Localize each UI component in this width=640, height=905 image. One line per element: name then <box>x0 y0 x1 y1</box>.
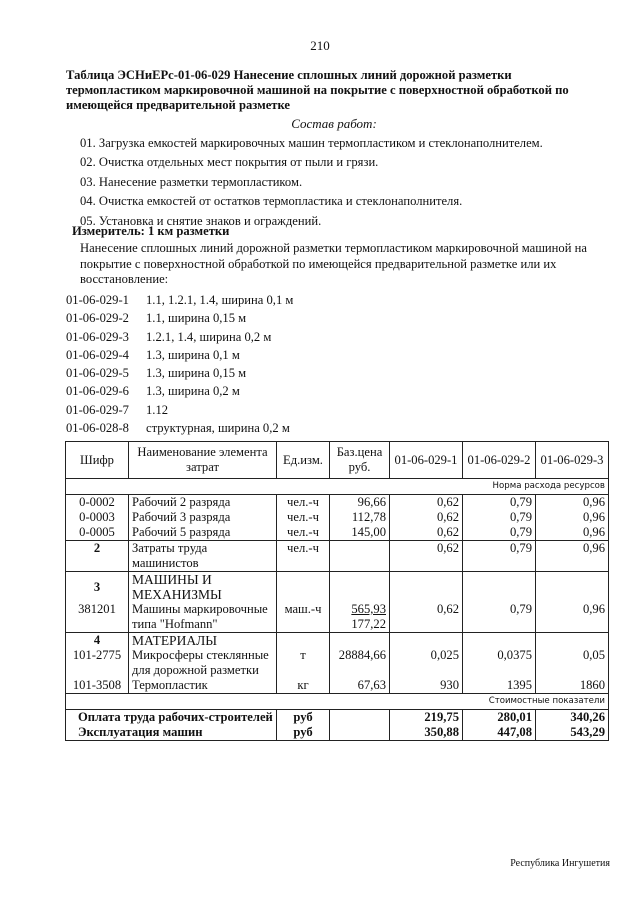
cell-code: 0-0003 <box>66 510 129 525</box>
cell-price: 96,66 <box>330 495 390 511</box>
table-row-pay <box>66 710 609 726</box>
header-unit: Ед.изм. <box>277 442 330 479</box>
code-desc: 1.1, 1.2.1, 1.4, ширина 0,1 м <box>146 293 294 307</box>
cell-unit: чел.-ч <box>277 495 330 511</box>
section-materials <box>66 633 609 649</box>
cell-v1: 930 <box>390 678 463 694</box>
cell-unit: чел.-ч <box>277 525 330 541</box>
cell-unit: чел.-ч <box>277 510 330 525</box>
code-item <box>66 364 293 382</box>
code-item <box>66 328 293 346</box>
cell-v2: 0,79 <box>463 602 536 633</box>
cell-price <box>330 602 390 633</box>
code-id: 01-06-029-6 <box>66 384 129 399</box>
work-item: 05. Установка и снятие знаков и ограждений. <box>80 213 322 228</box>
cell-code: 0-0002 <box>66 495 129 511</box>
section-machines <box>66 572 609 603</box>
cell-unit: т <box>277 648 330 678</box>
code-desc: структурная, ширина 0,2 м <box>146 421 290 436</box>
cell-v3: 340,26 <box>536 710 609 726</box>
code-id: 01-06-029-2 <box>66 311 129 326</box>
work-item: 03. Нанесение разметки термопластиком. <box>80 174 303 189</box>
cell-name: Термопластик <box>129 678 277 694</box>
cell-v3: 1860 <box>536 678 609 694</box>
cell-v2: 0,79 <box>463 510 536 525</box>
cell-v1: 0,62 <box>390 525 463 541</box>
cell-price: 145,00 <box>330 525 390 541</box>
price-bottom: 177,22 <box>351 617 386 631</box>
cell-v3: 543,29 <box>536 725 609 741</box>
work-composition-heading: Состав работ: <box>291 116 377 131</box>
code-id: 01-06-029-3 <box>66 329 129 344</box>
code-id: 01-06-029-1 <box>66 293 129 307</box>
cell-v2: 447,08 <box>463 725 536 741</box>
cell-price: 112,78 <box>330 510 390 525</box>
measure-label: Измеритель: 1 км разметки <box>72 224 230 238</box>
code-item <box>66 401 293 419</box>
cell-v2: 0,79 <box>463 541 536 572</box>
table-row-machine <box>66 602 609 633</box>
cell-price: 67,63 <box>330 678 390 694</box>
cell-v1: 350,88 <box>390 725 463 741</box>
band-costs-label: Стоимостные показатели <box>66 694 609 710</box>
code-id: 01-06-029-4 <box>66 347 129 362</box>
cell-code: 2 <box>66 541 129 572</box>
cell-code: 0-0005 <box>66 525 129 541</box>
header-col2: 01-06-029-2 <box>463 442 536 479</box>
cell-name: Рабочий 2 разряда <box>129 495 277 511</box>
cell-name: Микросферы стеклянные для дорожной разметки <box>129 648 277 678</box>
cell-name: Затраты труда машинистов <box>129 541 277 572</box>
cell-v1: 0,62 <box>390 541 463 572</box>
measure-description: Нанесение сплошных линий дорожной разметки термопластиком маркировочной машиной на покрытие с поверхностной обработкой по имеющейся предварительной разметке или их восстановление: <box>80 241 587 286</box>
code-desc: 1.3, ширина 0,2 м <box>146 384 240 399</box>
table-header-row <box>66 442 609 479</box>
code-item <box>66 309 293 327</box>
cell-v1: 0,62 <box>390 495 463 511</box>
cell-unit: кг <box>277 678 330 694</box>
cell-code: 3 <box>66 572 129 603</box>
code-id: 01-06-028-8 <box>66 421 129 436</box>
header-col1: 01-06-029-1 <box>390 442 463 479</box>
cell-v1: 0,025 <box>390 648 463 678</box>
cell-v1: 0,62 <box>390 510 463 525</box>
cell-v2: 280,01 <box>463 710 536 726</box>
table-row-operation <box>66 725 609 741</box>
work-item: 01. Загрузка емкостей маркировочных машин термопластиком и стеклонаполнителем. <box>80 136 543 150</box>
table-row <box>66 510 609 525</box>
cell-unit: маш.-ч <box>277 602 330 633</box>
cell-code: 101-3508 <box>66 678 129 694</box>
page-number: 210 <box>310 38 330 53</box>
cell-unit: чел.-ч <box>277 541 330 572</box>
section-title: МАТЕРИАЛЫ <box>129 633 277 649</box>
table-row-thermoplastic <box>66 678 609 694</box>
work-item: 04. Очистка емкостей от остатков термопластика и стеклонаполнителя. <box>80 194 463 209</box>
norms-table <box>65 441 609 741</box>
code-id: 01-06-029-5 <box>66 366 129 381</box>
cell-v2: 0,0375 <box>463 648 536 678</box>
cell-v3: 0,96 <box>536 602 609 633</box>
code-desc: 1.3, ширина 0,15 м <box>146 366 247 381</box>
band-norms <box>66 479 609 495</box>
code-desc: 1.2.1, 1.4, ширина 0,2 м <box>146 329 272 344</box>
code-desc: 1.1, ширина 0,15 м <box>146 311 247 326</box>
code-item <box>66 346 293 364</box>
code-item <box>66 291 293 309</box>
price-top: 565,93 <box>351 602 386 616</box>
work-composition-list <box>80 134 543 231</box>
table-title: Таблица ЭСНиЕРс-01-06-029 Нанесение сплошных линий дорожной разметки термопластиком маркировочной машиной на покрытие с поверхностной обработкой по имеющейся предварительной разметке <box>66 68 569 112</box>
section-title: МАШИНЫ И МЕХАНИЗМЫ <box>129 572 277 603</box>
cell-v2: 0,79 <box>463 495 536 511</box>
band-norms-label: Норма расхода ресурсов <box>66 479 609 495</box>
cell-name: Рабочий 3 разряда <box>129 510 277 525</box>
band-costs <box>66 694 609 710</box>
cell-code: 381201 <box>66 602 129 633</box>
cell-name: Эксплуатация машин <box>66 725 277 741</box>
cell-v2: 1395 <box>463 678 536 694</box>
footer-region: Республика Ингушетия <box>510 858 610 869</box>
table-row-microspheres <box>66 648 609 678</box>
code-list <box>66 291 293 437</box>
cell-v3: 0,96 <box>536 495 609 511</box>
cell-price: 28884,66 <box>330 648 390 678</box>
cell-v3: 0,96 <box>536 525 609 541</box>
table-row <box>66 495 609 511</box>
code-item <box>66 382 293 400</box>
cell-v3: 0,96 <box>536 510 609 525</box>
cell-unit: руб <box>277 725 330 741</box>
cell-v3: 0,96 <box>536 541 609 572</box>
code-desc: 1.12 <box>146 402 169 417</box>
cell-v2: 0,79 <box>463 525 536 541</box>
cell-v3: 0,05 <box>536 648 609 678</box>
cell-code: 101-2775 <box>66 648 129 678</box>
header-name: Наименование элемента затрат <box>129 442 277 479</box>
code-item <box>66 419 293 437</box>
cell-v1: 0,62 <box>390 602 463 633</box>
table-row-labor <box>66 541 609 572</box>
header-price: Баз.цена руб. <box>330 442 390 479</box>
work-item: 02. Очистка отдельных мест покрытия от пыли и грязи. <box>80 155 379 170</box>
header-code: Шифр <box>66 442 129 479</box>
cell-code: 4 <box>66 633 129 649</box>
code-desc: 1.3, ширина 0,1 м <box>146 347 240 362</box>
cell-unit: руб <box>277 710 330 726</box>
cell-name: Оплата труда рабочих-строителей <box>66 710 277 726</box>
code-id: 01-06-029-7 <box>66 402 129 417</box>
table-row <box>66 525 609 541</box>
cell-name: Машины маркировочные типа "Hofmann" <box>129 602 277 633</box>
cell-price <box>330 541 390 572</box>
cell-v1: 219,75 <box>390 710 463 726</box>
header-col3: 01-06-029-3 <box>536 442 609 479</box>
cell-name: Рабочий 5 разряда <box>129 525 277 541</box>
